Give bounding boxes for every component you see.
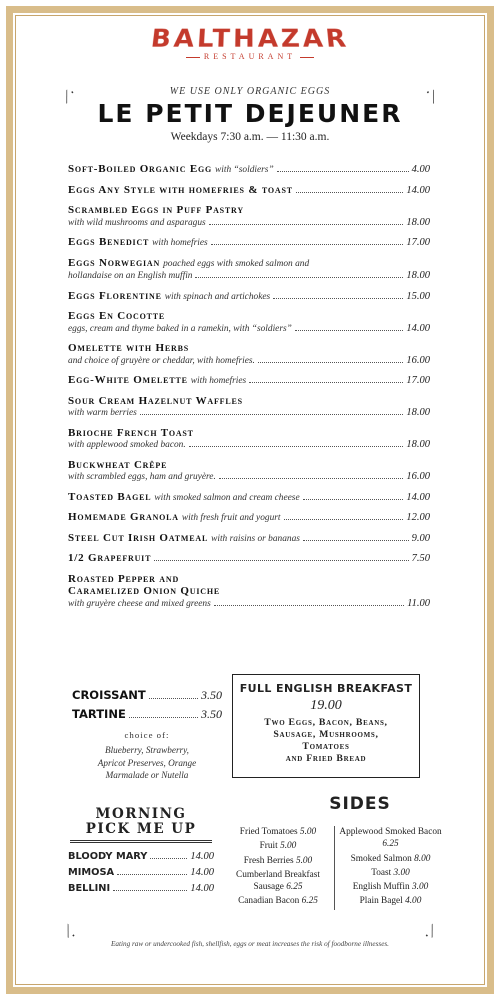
menu-item-line bbox=[68, 204, 430, 217]
side-item-price: 5.00 bbox=[280, 841, 297, 852]
side-item-price: 6.25 bbox=[382, 839, 399, 850]
menu-item-line bbox=[68, 439, 430, 452]
dot-leader bbox=[154, 560, 408, 561]
menu-item-name: Toasted Bagel bbox=[68, 490, 152, 503]
cocktail-price: 14.00 bbox=[190, 867, 214, 878]
menu-item-name: Roasted Pepper and bbox=[68, 572, 180, 585]
side-item-price: 6.25 bbox=[301, 896, 318, 907]
dot-leader bbox=[303, 540, 409, 541]
menu-item-name: Eggs Norwegian bbox=[68, 256, 161, 269]
logo-subtitle: RESTAURANT bbox=[203, 52, 297, 61]
dot-leader bbox=[211, 244, 404, 245]
restaurant-logo bbox=[0, 24, 500, 61]
menu-item-price: 18.00 bbox=[406, 216, 430, 228]
menu-item-description: with fresh fruit and yogurt bbox=[181, 513, 281, 523]
menu-item-line bbox=[68, 270, 430, 283]
menu-item-name: Egg-White Omelette bbox=[68, 374, 188, 386]
side-item-price: 8.00 bbox=[414, 853, 431, 864]
menu-item-description: with applewood smoked bacon. bbox=[68, 440, 186, 450]
fork-icon: ⟋· bbox=[58, 85, 80, 107]
menu-item bbox=[68, 290, 430, 304]
menu-item-description: with “soldiers” bbox=[215, 165, 274, 175]
page-title: LE PETIT DEJEUNER bbox=[97, 99, 403, 128]
english-breakfast-box bbox=[232, 674, 420, 778]
side-item bbox=[335, 826, 446, 851]
sides-list bbox=[222, 826, 446, 910]
cocktail-row bbox=[68, 867, 214, 878]
menu-item-description: with gruyère cheese and mixed greens bbox=[68, 598, 211, 609]
english-breakfast-title: FULL ENGLISH BREAKFAST bbox=[239, 682, 413, 695]
side-item bbox=[335, 867, 446, 879]
menu-item-name: Brioche French Toast bbox=[68, 426, 194, 439]
menu-item-price: 18.00 bbox=[406, 270, 430, 281]
menu-item-price: 4.00 bbox=[411, 164, 430, 175]
menu-item-line bbox=[68, 374, 430, 388]
knife-icon: ·⟍ bbox=[420, 85, 442, 107]
menu-item-line bbox=[68, 217, 430, 230]
pastry-price: 3.50 bbox=[201, 688, 222, 702]
menu-item-line bbox=[68, 290, 430, 304]
pastry-flavors: Blueberry, Strawberry, Apricot Preserves, Orange Marmalade or Nutella bbox=[97, 745, 197, 780]
pastry-row bbox=[72, 688, 222, 703]
menu-item bbox=[68, 573, 430, 611]
menu-item bbox=[68, 257, 430, 283]
menu-item-description: with wild mushrooms and asparagus bbox=[68, 217, 206, 228]
side-item-price: 5.00 bbox=[299, 827, 317, 837]
side-item-name: Toast bbox=[371, 867, 392, 878]
dot-leader bbox=[214, 605, 404, 606]
side-item bbox=[222, 855, 334, 867]
sides-column-left bbox=[222, 826, 334, 910]
side-item-name: Fried Tomatoes bbox=[239, 827, 298, 837]
menu-item bbox=[68, 459, 430, 484]
health-disclaimer: Eating raw or undercooked fish, shellfish, eggs or meat increases the risk of foodborne illnesses. bbox=[111, 940, 389, 948]
menu-item-name: Soft-Boiled Organic Egg bbox=[68, 163, 213, 175]
menu-item-price: 14.00 bbox=[406, 322, 430, 334]
menu-item-line bbox=[68, 491, 430, 505]
pick-me-up-title: MORNING PICK ME UP bbox=[85, 806, 197, 837]
menu-item bbox=[68, 374, 430, 388]
cocktail-name: BELLINI bbox=[68, 883, 111, 894]
dot-leader bbox=[295, 330, 404, 331]
menu-item-line bbox=[68, 342, 430, 355]
menu-item-line bbox=[68, 236, 430, 250]
menu-item bbox=[68, 395, 430, 420]
menu-item-line bbox=[68, 355, 430, 368]
tagline: WE USE ONLY ORGANIC EGGS bbox=[169, 86, 331, 97]
menu-item-description: with scrambled eggs, ham and gruyère. bbox=[68, 472, 216, 482]
side-item-name: Applewood Smoked Bacon bbox=[339, 827, 442, 837]
menu-item-name: Homemade Granola bbox=[68, 511, 179, 523]
menu-item-price: 15.00 bbox=[406, 290, 430, 302]
cocktail-name: BLOODY MARY bbox=[68, 851, 148, 862]
cocktail-price: 14.00 bbox=[190, 883, 214, 894]
menu-item bbox=[68, 532, 430, 546]
side-item-price: 6.25 bbox=[286, 882, 303, 893]
menu-item bbox=[68, 342, 430, 367]
menu-item-price: 14.00 bbox=[406, 491, 430, 503]
menu-item bbox=[68, 427, 430, 452]
dot-leader bbox=[140, 414, 404, 415]
side-item-name: English Muffin bbox=[352, 882, 410, 893]
side-item-name: Smoked Salmon bbox=[350, 853, 412, 864]
menu-item-name: Eggs Benedict bbox=[68, 236, 150, 248]
knife-icon: ·⟋ bbox=[420, 922, 442, 944]
side-item-price: 3.00 bbox=[393, 867, 410, 878]
side-item bbox=[335, 895, 446, 907]
menu-item-line bbox=[68, 552, 430, 566]
menu-item-description: poached eggs with smoked salmon and bbox=[163, 258, 310, 269]
menu-item-description: with warm berries bbox=[68, 408, 137, 418]
dot-leader bbox=[273, 298, 403, 299]
menu-item-line bbox=[68, 459, 430, 472]
menu-item-description: and choice of gruyère or cheddar, with homefries. bbox=[68, 355, 255, 366]
divider bbox=[70, 840, 212, 843]
menu-item-line bbox=[68, 163, 430, 177]
menu-item bbox=[68, 204, 430, 229]
menu-item-price: 7.50 bbox=[411, 553, 430, 564]
menu-item-name: 1/2 Grapefruit bbox=[68, 552, 152, 564]
menu-item-line bbox=[68, 532, 430, 546]
menu-item-price: 14.00 bbox=[406, 184, 430, 196]
menu-item-line bbox=[68, 323, 430, 336]
pastry-row bbox=[72, 707, 222, 722]
menu-item-name: Buckwheat Crêpe bbox=[68, 458, 168, 471]
cocktail-name: MIMOSA bbox=[68, 867, 115, 878]
menu-item-price: 17.00 bbox=[406, 237, 430, 248]
english-breakfast-desc: Two Eggs, Bacon, Beans, Sausage, Mushrooms, Tomatoes and Fried Bread bbox=[264, 717, 388, 764]
menu-item-description: with smoked salmon and cream cheese bbox=[154, 492, 300, 503]
menu-item-description: with homefries bbox=[190, 376, 247, 386]
menu-item-description: with spinach and artichokes bbox=[164, 291, 271, 302]
menu-item-description: hollandaise on an English muffin bbox=[68, 271, 193, 281]
side-item-name: Canadian Bacon bbox=[238, 896, 300, 907]
pick-me-up-section bbox=[68, 807, 214, 899]
side-item-price: 5.00 bbox=[295, 855, 313, 866]
menu-item-line bbox=[68, 511, 430, 525]
dot-leader bbox=[277, 171, 409, 172]
menu-item-line bbox=[68, 395, 430, 408]
menu-item bbox=[68, 310, 430, 335]
menu-item-line bbox=[68, 573, 430, 586]
cocktail-price: 14.00 bbox=[190, 851, 214, 862]
menu-item-price: 18.00 bbox=[406, 407, 430, 418]
side-item-name: Fruit bbox=[259, 841, 278, 852]
menu-item-price: 12.00 bbox=[406, 512, 430, 523]
menu-item-line bbox=[68, 598, 430, 611]
side-item bbox=[222, 895, 334, 907]
english-breakfast-price: 19.00 bbox=[310, 698, 342, 713]
menu-item-description: with raisins or bananas bbox=[211, 533, 300, 544]
menu-item-price: 16.00 bbox=[406, 354, 430, 366]
menu-item-name: Steel Cut Irish Oatmeal bbox=[68, 531, 209, 544]
menu-item-name: Caramelized Onion Quiche bbox=[68, 585, 220, 597]
menu-item bbox=[68, 163, 430, 177]
pastry-price: 3.50 bbox=[201, 707, 222, 721]
side-item-name: Fresh Berries bbox=[243, 855, 294, 866]
fork-icon: ⟍· bbox=[58, 922, 80, 944]
menu-item-name: Eggs Any Style with homefries & toast bbox=[68, 183, 293, 196]
menu-item bbox=[68, 491, 430, 505]
menu-item-line bbox=[68, 184, 430, 198]
menu-item-name: Scrambled Eggs in Puff Pastry bbox=[68, 204, 244, 216]
menu-item-line bbox=[68, 257, 430, 271]
dot-leader bbox=[258, 362, 404, 363]
menu-item-name: Eggs Florentine bbox=[68, 289, 162, 302]
dot-leader bbox=[195, 277, 403, 278]
side-item bbox=[222, 869, 334, 894]
menu-item-price: 17.00 bbox=[406, 375, 430, 386]
menu-item-name: Sour Cream Hazelnut Waffles bbox=[68, 394, 243, 407]
dot-leader bbox=[189, 446, 404, 447]
menu-item-description: with homefries bbox=[152, 238, 208, 248]
menu-item bbox=[68, 236, 430, 250]
menu-item bbox=[68, 184, 430, 198]
menu-item-description: eggs, cream and thyme baked in a ramekin, with “soldiers” bbox=[68, 323, 292, 334]
pastry-name: TARTINE bbox=[72, 707, 126, 721]
dot-leader bbox=[209, 224, 404, 225]
cocktail-row bbox=[68, 883, 214, 894]
menu-item bbox=[68, 552, 430, 566]
menu-item-price: 9.00 bbox=[411, 532, 430, 544]
logo-name: BALTHAZAR bbox=[149, 24, 351, 54]
side-item bbox=[335, 881, 446, 893]
side-item-price: 3.00 bbox=[411, 882, 429, 893]
menu-item-price: 11.00 bbox=[407, 597, 430, 609]
dot-leader bbox=[249, 382, 403, 383]
menu-item-line bbox=[68, 471, 430, 484]
pastry-name: CROISSANT bbox=[72, 688, 146, 702]
dot-leader bbox=[284, 519, 404, 520]
menu-item-price: 16.00 bbox=[406, 471, 430, 482]
menu-item bbox=[68, 511, 430, 525]
side-item-name: Plain Bagel bbox=[359, 896, 403, 907]
breakfast-menu bbox=[68, 163, 430, 617]
side-item bbox=[222, 826, 334, 838]
menu-item-line bbox=[68, 427, 430, 440]
dot-leader bbox=[303, 499, 404, 500]
menu-item-price: 18.00 bbox=[406, 439, 430, 450]
pastry-section bbox=[72, 688, 222, 782]
menu-item-name: Eggs En Cocotte bbox=[68, 310, 166, 322]
menu-item-name: Omelette with Herbs bbox=[68, 342, 189, 354]
service-hours: Weekdays 7:30 a.m. — 11:30 a.m. bbox=[170, 131, 330, 143]
choice-label: choice of: bbox=[124, 730, 170, 740]
menu-item-line bbox=[68, 585, 430, 598]
dot-leader bbox=[219, 478, 404, 479]
side-item-price: 4.00 bbox=[405, 896, 422, 907]
side-item-name: Cumberland Breakfast Sausage bbox=[236, 869, 320, 893]
menu-item-line bbox=[68, 407, 430, 420]
cocktail-row bbox=[68, 851, 214, 862]
sides-column-right bbox=[334, 826, 446, 910]
sides-title: SIDES bbox=[329, 794, 391, 814]
dot-leader bbox=[296, 192, 404, 193]
side-item bbox=[222, 840, 334, 852]
side-item bbox=[335, 853, 446, 865]
menu-item-line bbox=[68, 310, 430, 323]
